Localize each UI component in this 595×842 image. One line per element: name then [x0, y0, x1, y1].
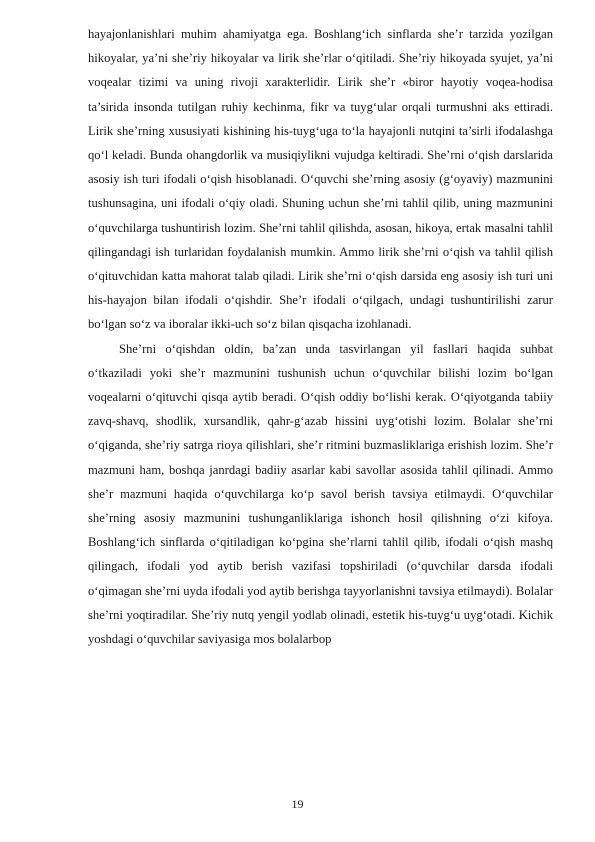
page-number: 19	[291, 797, 304, 811]
document-page	[88, 22, 553, 651]
body-paragraph-2: She’rni o‘qishdan oldin, ba’zan unda tasvirlangan yil fasllari haqida suhbat o‘tkaziladi yoki she’r mazmunini tushunish uchun o‘quvchilar bilishi lozim bo‘lgan voqealarni o‘qituvchi qisqa aytib beradi. O‘qish oddiy bo‘lishi kerak. O‘qiyotganda tabiiy zavq-shavq, shodlik, xursandlik, qahr-g‘azab hissini uyg‘otishi lozim. Bolalar she’rni o‘qiganda, she’riy satrga rioya qilishlari, she’r ritmini buzmasliklariga erishish lozim. She’r mazmuni ham, boshqa janrdagi badiiy asarlar kabi savollar asosida tahlil qilinadi. Ammo she’r mazmuni haqida o‘quvchilarga ko‘p savol berish tavsiya etilmaydi. O‘quvchilar she’rning asosiy mazmunini tushunganliklariga ishonch hosil qilishning o‘zi kifoya. Boshlang‘ich sinflarda o‘qitiladigan ko‘pgina she’rlarni tahlil qilib, ifodali o‘qish mashq qilingach, ifodali yod aytib berish vazifasi topshiriladi (o‘quvchilar darsda ifodali o‘qimagan she’rni uyda ifodali yod aytib berishga tayyorlanishni tavsiya etilmaydi). Bolalar she’rni yoqtiradilar. She’riy nutq yengil yodlab olinadi, estetik his-tuyg‘u uyg‘otadi. Kichik yoshdagi o‘quvchilar saviyasiga mos bolalarbop	[88, 341, 553, 647]
body-paragraph-1: hayajonlanishlari muhim ahamiyatga ega. Boshlang‘ich sinflarda she’r tarzida yozilgan hikoyalar, ya’ni she’riy hikoyalar va lirik she’rlar o‘qitiladi. She’riy hikoyada syujet, ya’ni voqealar tizimi va uning rivoji xarakterlidir. Lirik she’r «biror hayotiy voqea-hodisa ta’sirida insonda tutilgan ruhiy kechinma, fikr va tuyg‘ular orqali turmushni aks ettiradi. Lirik she’rning xususiyati kishining his-tuyg‘uga to‘la hayajonli nutqini ta’sirli ifodalashga qo‘l keladi. Bunda ohangdorlik va musiqiylikni vujudga keltiradi. She’rni o‘qish darslarida asosiy ish turi ifodali o‘qish hisoblanadi. O‘quvchi she’rning asosiy (g‘oyaviy) mazmunini tushunsagina, uni ifodali o‘qiy oladi. Shuning uchun she’rni tahlil qilib, uning mazmunini o‘quvchilarga tushuntirish lozim. She’rni tahlil qilishda, asosan, hikoya, ertak masalni tahlil qilingandagi ish turlaridan foydalanish mumkin. Ammo lirik she’rni o‘qish va tahlil qilish o‘qituvchidan katta mahorat talab qiladi. Lirik she’rni o‘qish darsida eng asosiy ish turi uni his-hayajon bilan ifodali o‘qishdir. She’r ifodali o‘qilgach, undagi tushuntirilishi zarur bo‘lgan so‘z va iboralar ikki-uch so‘z bilan qisqacha izohlanadi.	[88, 27, 553, 332]
